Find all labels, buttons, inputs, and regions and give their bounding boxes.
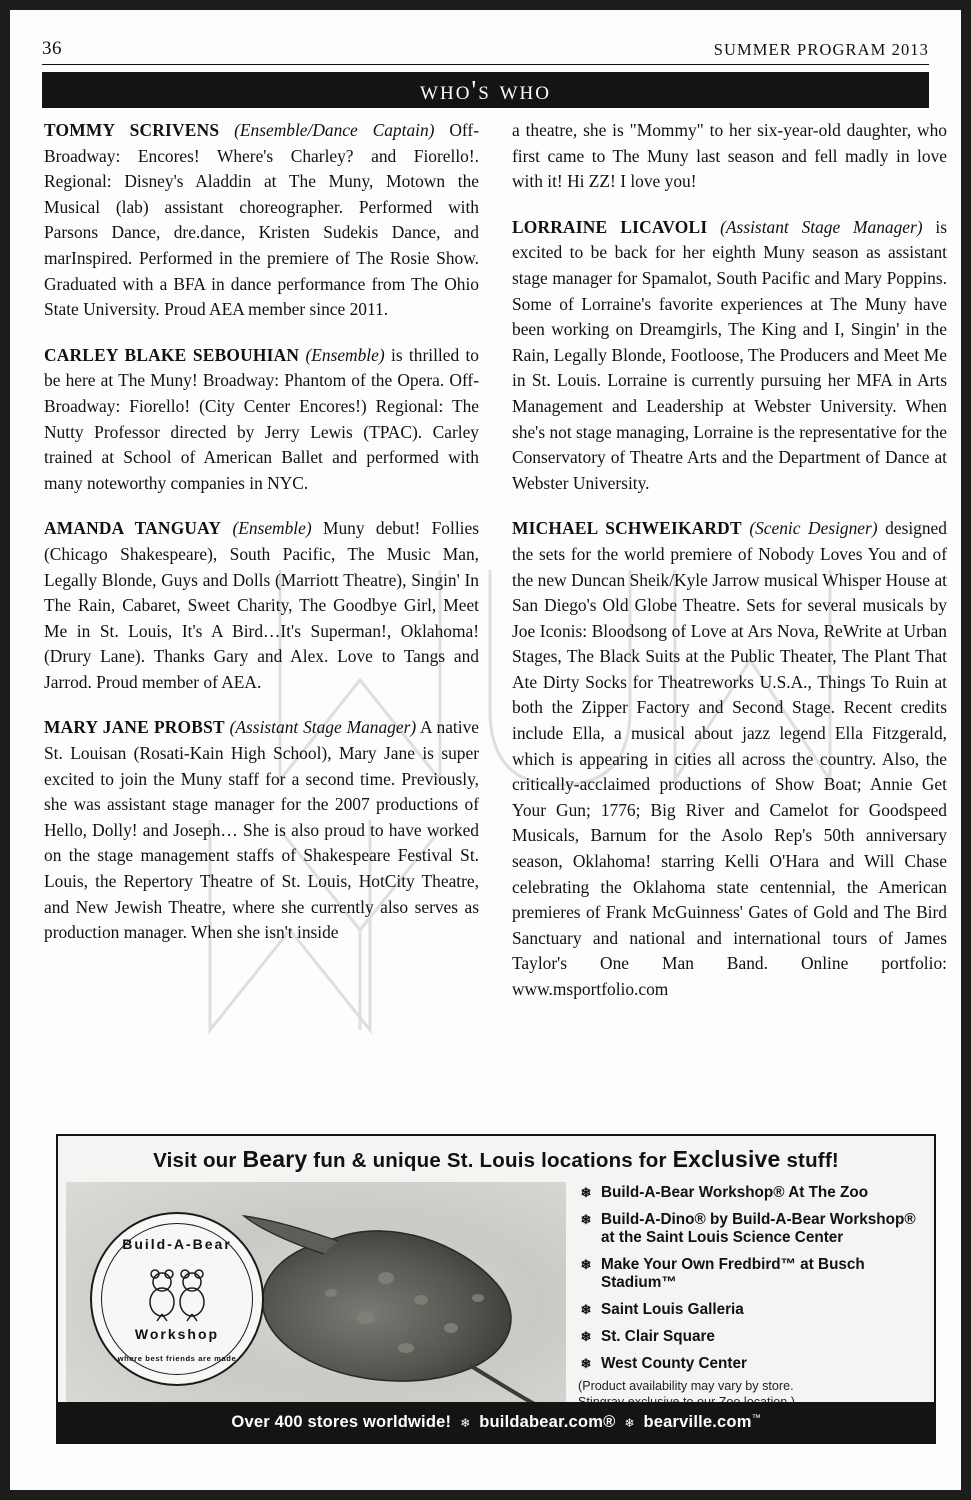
bio-entry	[44, 715, 479, 945]
paw-icon: ❄	[580, 1356, 592, 1371]
bio-entry	[44, 516, 479, 695]
list-item	[578, 1211, 924, 1247]
list-item	[578, 1355, 924, 1373]
bio-text: is excited to be back for her eighth Muny season as assistant stage manager for Spamalot, South Pacific and Mary Poppins. Some of Lorraine's favorite experiences at The Muny have been working on Dreamgirls, The King and I, Singin' in the Rain, Legally Blonde, Footloose, The Producers and Meet Me in St. Louis. Lorraine is currently pursuing her MFA in Arts Management and Leadership at Webster University. When she's not stage managing, Lorraine is the representative for the Conservatory of Theatre Arts and the Department of Dance at Webster University.	[512, 216, 948, 493]
paw-icon: ❄	[580, 1302, 592, 1317]
bio-entry	[512, 215, 947, 497]
advertisement	[56, 1134, 936, 1444]
page-number: 36	[42, 38, 62, 59]
paw-icon: ❄	[460, 1416, 471, 1430]
bio-name: AMANDA TANGUAY	[44, 518, 222, 539]
logo-top-text: Build-A-Bear	[122, 1236, 232, 1252]
bio-continuation	[512, 118, 947, 195]
paw-icon: ❄	[580, 1257, 592, 1272]
trademark-symbol: ™	[751, 1412, 761, 1423]
bio-entry	[512, 516, 947, 1002]
ad-headline-exclusive: Exclusive	[672, 1146, 781, 1172]
logo-bottom-text: Workshop	[134, 1326, 220, 1342]
ad-location-list	[578, 1184, 924, 1382]
bio-name: MARY JANE PROBST	[44, 717, 225, 738]
bear-icon	[140, 1266, 214, 1322]
ad-headline-part2: fun & unique St. Louis locations for	[307, 1149, 673, 1172]
logo-sub-text: where best friends are made	[117, 1354, 237, 1363]
bio-name: TOMMY SCRIVENS	[44, 120, 220, 140]
ad-footer	[58, 1402, 934, 1442]
ad-headline-part3: stuff!	[780, 1149, 839, 1172]
page-sheet	[10, 10, 961, 1490]
bio-name: MICHAEL SCHWEIKARDT	[512, 518, 742, 539]
bio-role: (Ensemble)	[305, 344, 385, 365]
build-a-bear-logo	[90, 1212, 264, 1386]
ad-headline-part1: Visit our	[153, 1149, 243, 1172]
bio-name: CARLEY BLAKE SEBOUHIAN	[44, 344, 300, 365]
bio-role: (Scenic Designer)	[749, 518, 878, 539]
ad-body	[58, 1182, 934, 1398]
bio-role: (Ensemble/Dance Captain)	[234, 120, 435, 140]
bio-text: designed the sets for the world premiere of Nobody Loves You and of the new Duncan Sheik/Kyle Jarrow musical Whisper House at San Diego's Old Globe Theatre. Sets for several musicals by Joe Iconis: Bloodsong of Love at Ars Nova, ReWrite at Urban Stages, The Black Suits at the Public Theater, The Plant That Ate Dirty Socks for Theatreworks U.S.A., Things To Ruin at both the Zipper Factory and Second Stage. Recent credits include Ella, a musical about jazz legend Ella Fitzgerald, which is appearing in cities all across the country. Also, the critically-acclaimed productions of Show Boat; Annie Get Your Gun; 1776; Big River and Camelot for Goodspeed Musicals, Barnum for the Asolo Rep's 50th anniversary season, Oklahoma! starring Kelli O'Hara and Will Chase celebrating the Oklahoma state centennial, the American premieres of Frank McGuinness' Gates of Gold and The Bird Sanctuary and national and international tours of James Taylor's One Man Band. Online portfolio: www.msportfolio.com	[512, 518, 947, 999]
bio-name: LORRAINE LICAVOLI	[512, 216, 708, 237]
bio-role: (Ensemble)	[232, 518, 312, 539]
disclaimer-line1: (Product availability may vary by store.	[578, 1379, 794, 1393]
ad-headline	[58, 1146, 934, 1173]
location-line1: Build-A-Bear Workshop® At The Zoo	[601, 1184, 869, 1201]
page-title: who's who	[420, 75, 551, 105]
bio-text: A native St. Louisan (Rosati-Kain High School), Mary Jane is super excited to join the Muny staff for a second time. Previously, she was assistant stage manager for the 2007 productions of Hello, Dolly! and Joseph… She is also proud to have worked on the stage management staffs of Shakespeare Festival St. Louis, the Repertory Theatre of St. Louis, HotCity Theatre, and New Jewish Theatre, where she currently also serves as production manager. When she isn't inside	[44, 717, 479, 943]
list-item	[578, 1184, 924, 1202]
column-left	[44, 118, 479, 946]
header-rule	[42, 64, 929, 65]
running-head	[42, 38, 929, 64]
location-line2: at the Saint Louis Science Center	[601, 1229, 844, 1246]
ad-footer-site-2[interactable]: bearville.com	[643, 1413, 752, 1431]
paw-icon: ❄	[580, 1185, 592, 1200]
bio-role: (Assistant Stage Manager)	[229, 717, 417, 738]
bio-entry	[44, 118, 479, 323]
list-item	[578, 1328, 924, 1346]
ad-artwork	[66, 1182, 566, 1434]
location-line1: Make Your Own Fredbird™ at Busch Stadium™	[601, 1256, 865, 1291]
location-line1: Saint Louis Galleria	[601, 1301, 744, 1318]
location-line1: Build-A-Dino® by Build-A-Bear Workshop®	[601, 1211, 916, 1228]
body-columns	[44, 118, 949, 1118]
bio-entry	[44, 343, 479, 497]
section-title-bar	[42, 72, 929, 108]
paw-icon: ❄	[624, 1416, 635, 1430]
paw-icon: ❄	[580, 1329, 592, 1344]
bio-text: Off-Broadway: Encores! Where's Charley? and Fiorello!. Regional: Disney's Aladdin at The Muny, Motown the Musical (lab) assistant choreographer. Performed with Parsons Dance, dre.dance, Kristen Sudekis Dance, and marInspired. Performed in the premiere of The Rosie Show. Graduated with a BFA in dance performance from The Ohio State University. Proud AEA member since 2011.	[44, 120, 479, 320]
list-item	[578, 1256, 924, 1292]
paw-icon: ❄	[580, 1212, 592, 1227]
column-right	[512, 118, 947, 1003]
bio-text: a theatre, she is "Mommy" to her six-year-old daughter, who first came to The Muny last season and fell madly in love with it! Hi ZZ! I love you!	[512, 120, 947, 192]
bio-text: is thrilled to be here at The Muny! Broadway: Phantom of the Opera. Off-Broadway: Fiorello! (City Center Encores!) Regional: The Nutty Professor directed by Jerry Lewis (TPAC). Carley trained at School of American Ballet and performed with many noteworthy companies in NYC.	[44, 344, 479, 493]
program-name: SUMMER PROGRAM 2013	[713, 40, 929, 59]
ad-footer-tagline: Over 400 stores worldwide!	[231, 1413, 452, 1431]
list-item	[578, 1301, 924, 1319]
bio-text: Muny debut! Follies (Chicago Shakespeare), South Pacific, The Music Man, Legally Blonde, Guys and Dolls (Marriott Theatre), Singin' In The Rain, Cabaret, Sweet Charity, The Goodbye Girl, Meet Me in St. Louis, It's A Bird…It's Superman!, Oklahoma! (Drury Lane). Thanks Gary and Alex. Love to Tangs and Jarrod. Proud member of AEA.	[44, 518, 479, 692]
bio-role: (Assistant Stage Manager)	[720, 216, 923, 237]
location-line1: West County Center	[601, 1355, 747, 1372]
location-line1: St. Clair Square	[601, 1328, 715, 1345]
ad-headline-beary: Beary	[242, 1146, 308, 1172]
stingray-icon	[216, 1208, 546, 1413]
ad-footer-site-1[interactable]: buildabear.com®	[479, 1413, 616, 1431]
